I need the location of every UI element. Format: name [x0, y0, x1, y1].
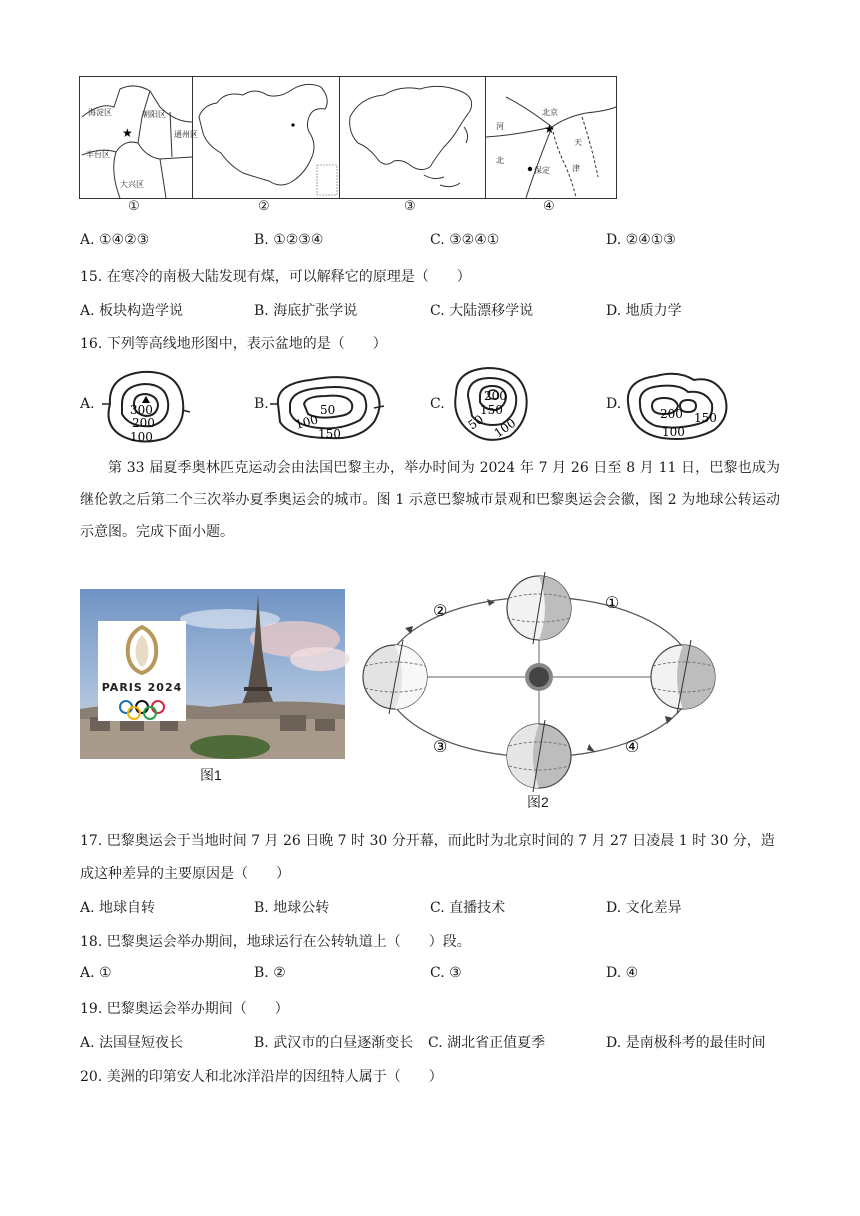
- orbit-label-2: ②: [433, 601, 448, 620]
- q16-letter-b[interactable]: B.: [254, 396, 269, 412]
- q18-stem: 18. 巴黎奥运会举办期间，地球运行在公转轨道上（ ）段。: [80, 934, 471, 950]
- orbit-label-1: ①: [605, 593, 620, 612]
- q14-option-b[interactable]: B. ①②③④: [254, 232, 324, 248]
- map4-label-jin: 津: [572, 164, 581, 173]
- q20-stem: 20. 美洲的印第安人和北冰洋沿岸的因纽特人属于（ ）: [80, 1069, 443, 1085]
- q16-stem: 16. 下列等高线地形图中，表示盆地的是（ ）: [80, 336, 387, 352]
- figure2-caption: 图2: [527, 794, 549, 810]
- contour-a-label-200: 200: [132, 416, 155, 430]
- map1-label-daxing: 大兴区: [120, 180, 144, 189]
- contour-b-label-50: 50: [320, 403, 336, 417]
- contour-map-d: [622, 368, 732, 444]
- paris-photo: [80, 589, 345, 759]
- q15-option-d[interactable]: D. 地质力学: [606, 303, 682, 319]
- q17-stem-line1: 17. 巴黎奥运会于当地时间 7 月 26 日晚 7 时 30 分开幕，而此时为北京时间的 7 月 27 日凌晨 1 时 30 分，造: [80, 833, 775, 849]
- q17-option-c[interactable]: C. 直播技术: [430, 900, 506, 916]
- olympics-intro-paragraph: 第 33 届夏季奥林匹克运动会由法国巴黎主办，举办时间为 2024 年 7 月 26 日至 8 月 11 日，巴黎也成为继伦敦之后第二个三次举办夏季奥运会的城市。图 1 示意巴黎城市景观和巴黎奥运会会徽，图 2 为地球公转运动示意图。完成下面小题。: [80, 460, 780, 540]
- orbit-label-3: ③: [433, 737, 448, 756]
- contour-b-label-150: 150: [318, 427, 341, 441]
- map-strip: [79, 76, 617, 199]
- map-china: [193, 77, 340, 198]
- q16-letter-a[interactable]: A.: [80, 396, 95, 412]
- q15-option-a[interactable]: A. 板块构造学说: [80, 303, 184, 319]
- q19-option-d[interactable]: D. 是南极科考的最佳时间: [606, 1035, 766, 1051]
- map-label-1: ①: [128, 199, 140, 214]
- earth-bottom: [507, 720, 571, 792]
- map-beijing-region: [486, 77, 616, 198]
- contour-d-label-100: 100: [662, 425, 685, 439]
- map1-label-tongzhou: 通州区: [174, 130, 198, 139]
- orbit-label-4: ④: [625, 737, 640, 756]
- contour-c-label-200: 200: [484, 389, 507, 403]
- q18-option-b[interactable]: B. ②: [254, 965, 286, 981]
- map-label-2: ②: [258, 199, 270, 214]
- q18-option-d[interactable]: D. ④: [606, 965, 639, 981]
- map1-label-chaoyang: 朝阳区: [142, 110, 166, 119]
- map-label-4: ④: [543, 199, 555, 214]
- map-label-3: ③: [404, 199, 416, 214]
- map4-label-bei: 北: [496, 156, 505, 165]
- q14-option-d[interactable]: D. ②④①③: [606, 232, 676, 248]
- map1-label-haidian: 海淀区: [88, 108, 112, 117]
- q15-stem: 15. 在寒冷的南极大陆发现有煤，可以解释它的原理是（ ）: [80, 269, 471, 285]
- contour-c-label-50: 50: [465, 412, 487, 433]
- earth-right: [651, 640, 715, 714]
- q16-letter-c[interactable]: C.: [430, 396, 445, 412]
- q16-letter-d[interactable]: D.: [606, 396, 622, 412]
- svg-text:★: ★: [544, 122, 556, 136]
- earth-orbit-diagram: [355, 566, 725, 810]
- contour-map-a: [96, 366, 196, 448]
- q19-stem: 19. 巴黎奥运会举办期间（ ）: [80, 1001, 289, 1017]
- q18-option-a[interactable]: A. ①: [80, 965, 112, 981]
- q19-option-b[interactable]: B. 武汉市的白昼逐渐变长: [254, 1035, 414, 1051]
- q14-option-a[interactable]: A. ①④②③: [80, 232, 150, 248]
- q17-stem-line2: 成这种差异的主要原因是（ ）: [80, 866, 290, 882]
- contour-d-label-150: 150: [694, 411, 717, 425]
- q17-option-b[interactable]: B. 地球公转: [254, 900, 330, 916]
- contour-c-label-150: 150: [480, 403, 503, 417]
- contour-a-label-100: 100: [130, 430, 153, 444]
- q14-option-c[interactable]: C. ③②④①: [430, 232, 500, 248]
- contour-map-c: [446, 364, 536, 448]
- earth-top: [507, 572, 571, 644]
- sun-icon: [525, 663, 553, 691]
- contour-map-b: [270, 368, 390, 444]
- map1-label-fengtai: 丰台区: [86, 150, 110, 159]
- q15-option-b[interactable]: B. 海底扩张学说: [254, 303, 358, 319]
- figure1-caption: 图1: [200, 767, 222, 783]
- svg-text:★: ★: [122, 126, 133, 140]
- contour-c-label-100: 100: [491, 415, 519, 441]
- q17-option-a[interactable]: A. 地球自转: [80, 900, 156, 916]
- q18-option-c[interactable]: C. ③: [430, 965, 462, 981]
- earth-left: [363, 640, 427, 714]
- q15-option-c[interactable]: C. 大陆漂移学说: [430, 303, 534, 319]
- contour-d-label-200: 200: [660, 407, 683, 421]
- map-asia: [340, 77, 487, 198]
- q19-option-a[interactable]: A. 法国昼短夜长: [80, 1035, 184, 1051]
- map4-label-beijing: 北京: [542, 108, 559, 117]
- contour-b-label-100: 100: [293, 412, 320, 432]
- map4-label-he: 河: [496, 122, 505, 131]
- map4-label-baoding: 保定: [534, 166, 551, 175]
- paris2024-logo: [98, 621, 186, 721]
- q19-option-c[interactable]: C. 湖北省正值夏季: [428, 1035, 546, 1051]
- q17-option-d[interactable]: D. 文化差异: [606, 900, 682, 916]
- map4-label-tian: 天: [574, 138, 583, 147]
- contour-a-label-300: 300: [130, 403, 153, 417]
- paris2024-logo-text: PARIS 2024: [101, 681, 183, 694]
- map-beijing-districts: [80, 77, 198, 198]
